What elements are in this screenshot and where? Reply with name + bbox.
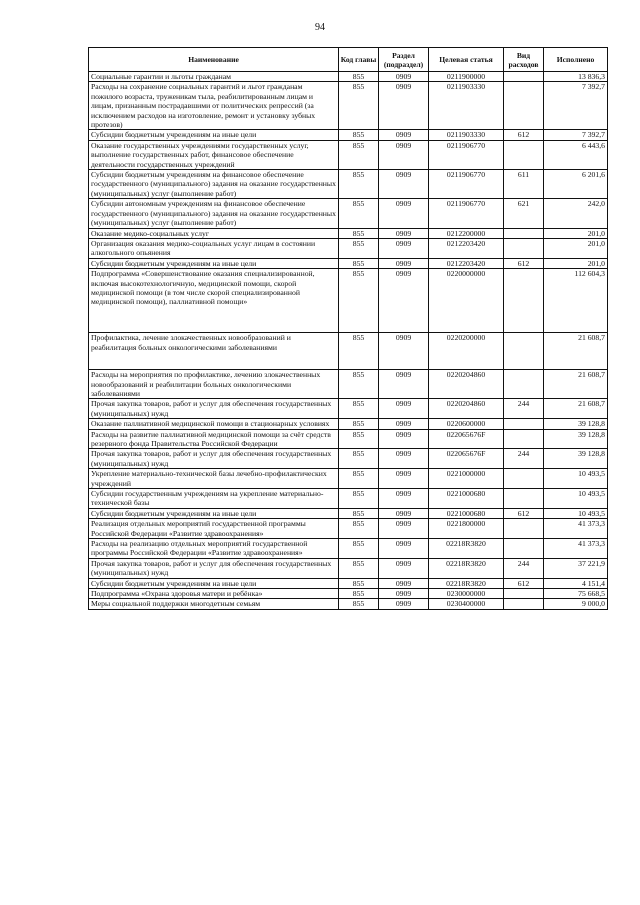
cell-target-item: 0221000000: [429, 469, 504, 489]
cell-executed: 21 608,7: [544, 333, 608, 370]
cell-expense-type: [504, 82, 544, 130]
cell-expense-type: 612: [504, 578, 544, 588]
cell-target-item: 0211903330: [429, 82, 504, 130]
cell-chapter-code: 855: [339, 140, 379, 169]
cell-target-item: 0221000680: [429, 508, 504, 518]
cell-chapter-code: 855: [339, 199, 379, 228]
cell-section: 0909: [379, 140, 429, 169]
cell-chapter-code: 855: [339, 399, 379, 419]
cell-name: Субсидии государственным учреждениям на укрепление материально-технической базы: [89, 489, 339, 509]
cell-section: 0909: [379, 489, 429, 509]
cell-chapter-code: 855: [339, 82, 379, 130]
header-section: Раздел (подраздел): [379, 48, 429, 72]
cell-target-item: 0211906770: [429, 170, 504, 199]
cell-target-item: 0221000680: [429, 489, 504, 509]
cell-section: 0909: [379, 589, 429, 599]
cell-name: Реализация отдельных мероприятий государственной программы Российской Федерации «Развитие здравоохранения»: [89, 519, 339, 539]
cell-target-item: 0212203420: [429, 258, 504, 268]
table-row: [89, 489, 608, 509]
cell-executed: 10 493,5: [544, 508, 608, 518]
cell-target-item: 0212203420: [429, 238, 504, 258]
cell-section: 0909: [379, 199, 429, 228]
table-row: [89, 578, 608, 588]
cell-chapter-code: 855: [339, 72, 379, 82]
cell-expense-type: 244: [504, 449, 544, 469]
cell-name: Субсидии бюджетным учреждениям на финансовое обеспечение государственного (муниципального) задания на оказание государственных (муниципальных) услуг (выполнение работ): [89, 170, 339, 199]
cell-chapter-code: 855: [339, 589, 379, 599]
cell-chapter-code: 855: [339, 130, 379, 140]
cell-chapter-code: 855: [339, 228, 379, 238]
cell-section: 0909: [379, 370, 429, 399]
cell-expense-type: 612: [504, 130, 544, 140]
table-row: [89, 469, 608, 489]
cell-name: Прочая закупка товаров, работ и услуг для обеспечения государственных (муниципальных) нужд: [89, 449, 339, 469]
table-row: [89, 370, 608, 399]
cell-expense-type: [504, 72, 544, 82]
cell-name: Оказание паллиативной медицинской помощи в стационарных условиях: [89, 419, 339, 429]
cell-executed: 201,0: [544, 228, 608, 238]
cell-section: 0909: [379, 228, 429, 238]
cell-expense-type: [504, 228, 544, 238]
header-executed: Исполнено: [544, 48, 608, 72]
cell-executed: 112 604,3: [544, 269, 608, 333]
cell-expense-type: [504, 429, 544, 449]
cell-target-item: 02218R3820: [429, 539, 504, 559]
cell-name: Организация оказания медико-социальных услуг лицам в состоянии алкогольного опьянения: [89, 238, 339, 258]
cell-target-item: 0211906770: [429, 140, 504, 169]
header-expense-type: Вид расходов: [504, 48, 544, 72]
cell-expense-type: [504, 469, 544, 489]
cell-name: Подпрограмма «Охрана здоровья матери и ребёнка»: [89, 589, 339, 599]
cell-target-item: 022065676F: [429, 429, 504, 449]
cell-name: Оказание государственных учреждениями государственных услуг, выполнение государственных работ, финансовое обеспечение деятельности государственных учреждений: [89, 140, 339, 169]
cell-name: Субсидии бюджетным учреждениям на иные цели: [89, 258, 339, 268]
cell-chapter-code: 855: [339, 539, 379, 559]
cell-executed: 6 201,6: [544, 170, 608, 199]
cell-expense-type: [504, 140, 544, 169]
table-row: [89, 399, 608, 419]
cell-chapter-code: 855: [339, 519, 379, 539]
table-row: [89, 82, 608, 130]
cell-executed: 10 493,5: [544, 489, 608, 509]
cell-executed: 37 221,9: [544, 558, 608, 578]
cell-name: Меры социальной поддержки многодетным семьям: [89, 599, 339, 609]
table-row: [89, 130, 608, 140]
cell-chapter-code: 855: [339, 558, 379, 578]
table-row: [89, 170, 608, 199]
cell-chapter-code: 855: [339, 333, 379, 370]
cell-name: Прочая закупка товаров, работ и услуг для обеспечения государственных (муниципальных) нужд: [89, 399, 339, 419]
cell-executed: 13 836,3: [544, 72, 608, 82]
cell-section: 0909: [379, 508, 429, 518]
cell-name: Расходы на мероприятия по профилактике, лечению злокачественных новообразований и реабилитации больных онкологическими заболеваниями: [89, 370, 339, 399]
cell-expense-type: [504, 599, 544, 609]
header-name: Наименование: [89, 48, 339, 72]
cell-section: 0909: [379, 269, 429, 333]
table-row: [89, 519, 608, 539]
cell-executed: 41 373,3: [544, 539, 608, 559]
cell-section: 0909: [379, 429, 429, 449]
cell-executed: 10 493,5: [544, 469, 608, 489]
cell-target-item: 0230000000: [429, 589, 504, 599]
cell-expense-type: 621: [504, 199, 544, 228]
cell-section: 0909: [379, 130, 429, 140]
table-row: [89, 419, 608, 429]
cell-expense-type: [504, 489, 544, 509]
cell-name: Субсидии бюджетным учреждениям на иные цели: [89, 578, 339, 588]
table-row: [89, 449, 608, 469]
cell-name: Укрепление материально-технической базы лечебно-профилактических учреждений: [89, 469, 339, 489]
cell-name: Субсидии автономным учреждениям на финансовое обеспечение государственного (муниципального) задания на оказание государственных (муниципальных) услуг (выполнение работ): [89, 199, 339, 228]
cell-target-item: 02218R3820: [429, 558, 504, 578]
table-row: [89, 140, 608, 169]
cell-expense-type: 612: [504, 508, 544, 518]
cell-name: Расходы на реализацию отдельных мероприятий государственной программы Российской Федерации «Развитие здравоохранения»: [89, 539, 339, 559]
cell-executed: 21 608,7: [544, 370, 608, 399]
cell-section: 0909: [379, 578, 429, 588]
cell-section: 0909: [379, 449, 429, 469]
page-number: 94: [315, 22, 325, 33]
cell-expense-type: [504, 519, 544, 539]
header-chapter-code: Код главы: [339, 48, 379, 72]
table-row: [89, 429, 608, 449]
cell-executed: 21 608,7: [544, 399, 608, 419]
cell-expense-type: [504, 589, 544, 599]
table-row: [89, 72, 608, 82]
cell-expense-type: [504, 419, 544, 429]
cell-target-item: 0220000000: [429, 269, 504, 333]
cell-executed: 39 128,8: [544, 449, 608, 469]
cell-section: 0909: [379, 539, 429, 559]
cell-target-item: 0221800000: [429, 519, 504, 539]
cell-section: 0909: [379, 333, 429, 370]
budget-table: [88, 47, 608, 610]
table-row: [89, 589, 608, 599]
cell-chapter-code: 855: [339, 258, 379, 268]
cell-target-item: 0211903330: [429, 130, 504, 140]
cell-chapter-code: 855: [339, 578, 379, 588]
table-row: [89, 333, 608, 370]
cell-section: 0909: [379, 469, 429, 489]
cell-section: 0909: [379, 238, 429, 258]
cell-expense-type: [504, 333, 544, 370]
table-row: [89, 228, 608, 238]
cell-section: 0909: [379, 82, 429, 130]
cell-name: Профилактика, лечение злокачественных новообразований и реабилитация больных онкологическими заболеваниями: [89, 333, 339, 370]
cell-chapter-code: 855: [339, 489, 379, 509]
table-header-row: [89, 48, 608, 72]
cell-chapter-code: 855: [339, 508, 379, 518]
cell-executed: 75 668,5: [544, 589, 608, 599]
cell-chapter-code: 855: [339, 429, 379, 449]
cell-section: 0909: [379, 399, 429, 419]
cell-target-item: 0220204860: [429, 399, 504, 419]
cell-target-item: 0211906770: [429, 199, 504, 228]
cell-executed: 39 128,8: [544, 429, 608, 449]
cell-target-item: 0220204860: [429, 370, 504, 399]
cell-target-item: 02218R3820: [429, 578, 504, 588]
cell-executed: 201,0: [544, 238, 608, 258]
cell-section: 0909: [379, 170, 429, 199]
cell-section: 0909: [379, 72, 429, 82]
cell-chapter-code: 855: [339, 269, 379, 333]
cell-chapter-code: 855: [339, 469, 379, 489]
table-row: [89, 599, 608, 609]
cell-target-item: 0220600000: [429, 419, 504, 429]
cell-executed: 9 000,0: [544, 599, 608, 609]
cell-expense-type: [504, 238, 544, 258]
table-row: [89, 539, 608, 559]
cell-chapter-code: 855: [339, 238, 379, 258]
cell-section: 0909: [379, 519, 429, 539]
cell-expense-type: 611: [504, 170, 544, 199]
table-row: [89, 508, 608, 518]
cell-executed: 201,0: [544, 258, 608, 268]
table-row: [89, 238, 608, 258]
cell-executed: 6 443,6: [544, 140, 608, 169]
cell-target-item: 0212200000: [429, 228, 504, 238]
cell-chapter-code: 855: [339, 449, 379, 469]
cell-target-item: 0211900000: [429, 72, 504, 82]
cell-executed: 4 151,4: [544, 578, 608, 588]
cell-chapter-code: 855: [339, 599, 379, 609]
cell-expense-type: 244: [504, 558, 544, 578]
cell-executed: 7 392,7: [544, 130, 608, 140]
table-row: [89, 199, 608, 228]
cell-target-item: 0220200000: [429, 333, 504, 370]
cell-executed: 242,0: [544, 199, 608, 228]
cell-section: 0909: [379, 419, 429, 429]
cell-section: 0909: [379, 599, 429, 609]
table-row: [89, 269, 608, 333]
cell-expense-type: [504, 370, 544, 399]
cell-chapter-code: 855: [339, 370, 379, 399]
cell-name: Расходы на сохранение социальных гарантий и льгот гражданам пожилого возраста, труженикам тыла, реабилитированным лицам и лицам, признанным пострадавшими от политических репрессий (за исключением расходов на изготовление, ремонт и установку зубных протезов): [89, 82, 339, 130]
cell-section: 0909: [379, 558, 429, 578]
cell-target-item: 022065676F: [429, 449, 504, 469]
table-row: [89, 558, 608, 578]
cell-name: Оказание медико-социальных услуг: [89, 228, 339, 238]
cell-section: 0909: [379, 258, 429, 268]
cell-target-item: 0230400000: [429, 599, 504, 609]
cell-expense-type: 612: [504, 258, 544, 268]
cell-executed: 41 373,3: [544, 519, 608, 539]
cell-executed: 39 128,8: [544, 419, 608, 429]
cell-expense-type: [504, 269, 544, 333]
cell-name: Прочая закупка товаров, работ и услуг для обеспечения государственных (муниципальных) нужд: [89, 558, 339, 578]
cell-name: Субсидии бюджетным учреждениям на иные цели: [89, 508, 339, 518]
table-row: [89, 258, 608, 268]
table-body: [89, 72, 608, 610]
cell-name: Социальные гарантии и льготы гражданам: [89, 72, 339, 82]
cell-name: Расходы на развитие паллиативной медицинской помощи за счёт средств резервного фонда Правительства Российской Федерации: [89, 429, 339, 449]
cell-executed: 7 392,7: [544, 82, 608, 130]
cell-name: Субсидии бюджетным учреждениям на иные цели: [89, 130, 339, 140]
cell-chapter-code: 855: [339, 419, 379, 429]
header-target-item: Целевая статья: [429, 48, 504, 72]
cell-expense-type: 244: [504, 399, 544, 419]
cell-chapter-code: 855: [339, 170, 379, 199]
cell-name: Подпрограмма «Совершенствование оказания специализированной, включая высокотехнологичную, медицинской помощи, скорой медицинской помощи (в том числе скорой специализированной медицинской помощи), паллиативной помощи»: [89, 269, 339, 333]
cell-expense-type: [504, 539, 544, 559]
